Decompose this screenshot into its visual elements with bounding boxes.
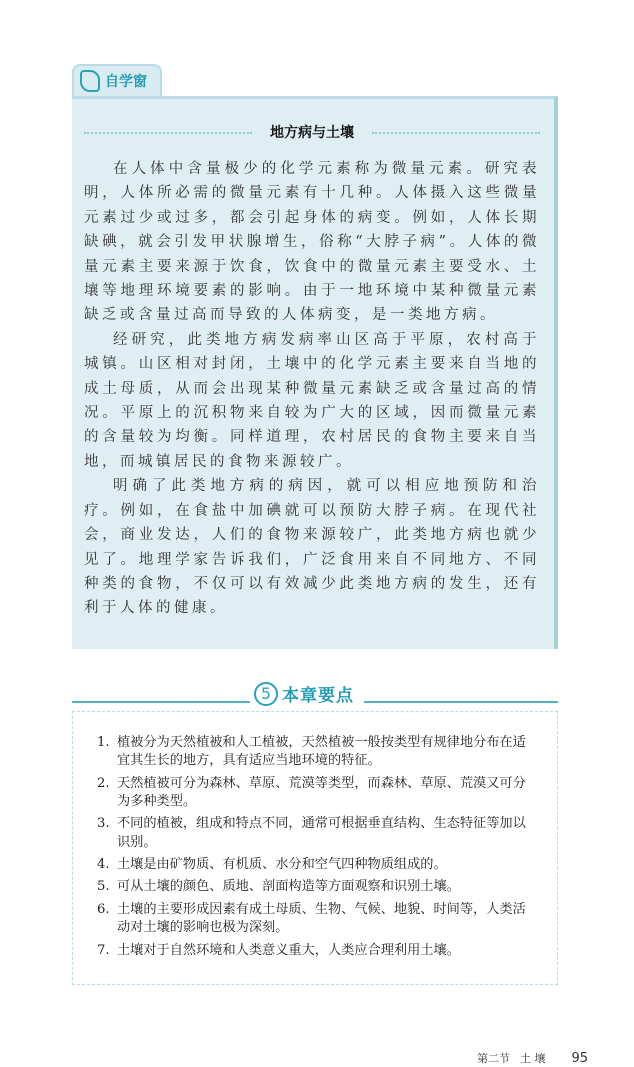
list-item bbox=[97, 878, 527, 897]
paragraph: 经研究，此类地方病发病率山区高于平原，农村高于城镇。山区相对封闭，土壤中的化学元素主要来自当地的成土母质，从而会出现某种微量元素缺乏或含量过高的情况。平原上的沉积物来自较为广大的区域，因而微量元素的含量较为均衡。同样道理，农村居民的食物主要来自当地，而城镇居民的食物来源较广。 bbox=[84, 331, 540, 470]
key-points-title: 本章要点 bbox=[282, 685, 354, 706]
footer-section: 第二节 bbox=[477, 1051, 510, 1065]
item-number: 6. bbox=[97, 901, 110, 917]
list-item bbox=[97, 734, 527, 771]
item-number: 2. bbox=[97, 775, 110, 791]
header-line bbox=[364, 701, 558, 703]
self-study-title-row bbox=[84, 123, 540, 143]
key-points-list bbox=[97, 734, 527, 960]
self-study-tab bbox=[72, 64, 162, 96]
list-item bbox=[97, 775, 527, 812]
self-study-label: 自学窗 bbox=[105, 74, 147, 90]
list-item bbox=[97, 942, 527, 961]
dotted-divider bbox=[372, 132, 540, 134]
self-study-title: 地方病与土壤 bbox=[270, 125, 354, 141]
list-item bbox=[97, 815, 527, 852]
item-number: 3. bbox=[97, 816, 110, 832]
item-text: 土壤对于自然环境和人类意义重大，人类应合理利用土壤。 bbox=[117, 942, 460, 958]
self-study-box bbox=[72, 96, 558, 649]
footer-topic: 土 壤 bbox=[520, 1051, 546, 1065]
key-points-box bbox=[72, 711, 558, 985]
key-points-header bbox=[72, 681, 558, 715]
list-item bbox=[97, 901, 527, 938]
item-text: 天然植被可分为森林、草原、荒漠等类型，而森林、草原、荒漠又可分为多种类型。 bbox=[117, 775, 526, 810]
item-text: 植被分为天然植被和人工植被，天然植被一般按类型有规律地分布在适宜其生长的地方，具有适应当地环境的特征。 bbox=[117, 734, 526, 769]
dotted-divider bbox=[84, 132, 252, 134]
item-number: 4. bbox=[97, 857, 110, 873]
item-text: 土壤的主要形成因素有成土母质、生物、气候、地貌、时间等，人类活动对土壤的影响也极为深刻。 bbox=[117, 901, 526, 936]
header-line bbox=[72, 701, 250, 703]
item-text: 土壤是由矿物质、有机质、水分和空气四种物质组成的。 bbox=[117, 857, 447, 873]
page-number: 95 bbox=[571, 1050, 589, 1066]
self-study-body bbox=[84, 157, 540, 621]
list-item bbox=[97, 856, 527, 875]
item-text: 可从土壤的颜色、质地、剖面构造等方面观察和识别土壤。 bbox=[117, 879, 460, 895]
paragraph: 明确了此类地方病的病因，就可以相应地预防和治疗。例如，在食盐中加碘就可以预防大脖子病。在现代社会，商业发达，人们的食物来源较广，此类地方病也就少见了。地理学家告诉我们，广泛食用来自不同地方、不同种类的食物，不仅可以有效减少此类地方病的发生，还有利于人体的健康。 bbox=[84, 478, 540, 617]
item-number: 1. bbox=[97, 734, 110, 750]
item-number: 7. bbox=[97, 942, 110, 958]
paragraph: 在人体中含量极少的化学元素称为微量元素。研究表明，人体所必需的微量元素有十几种。人体摄入这些微量元素过少或过多，都会引起身体的病变。例如，人体长期缺碘，就会引发甲状腺增生，俗称“大脖子病”。人体的微量元素主要来源于饮食，饮食中的微量元素主要受水、土壤等地理环境要素的影响。由于一地环境中某种微量元素缺乏或含量过高而导致的人体病变，是一类地方病。 bbox=[84, 161, 540, 324]
item-number: 5. bbox=[97, 879, 110, 895]
item-text: 不同的植被，组成和特点不同，通常可根据垂直结构、生态特征等加以识别。 bbox=[117, 816, 526, 850]
chapter-number-badge: 5 bbox=[254, 682, 278, 706]
self-study-icon bbox=[80, 70, 100, 92]
page-footer bbox=[477, 1051, 634, 1067]
